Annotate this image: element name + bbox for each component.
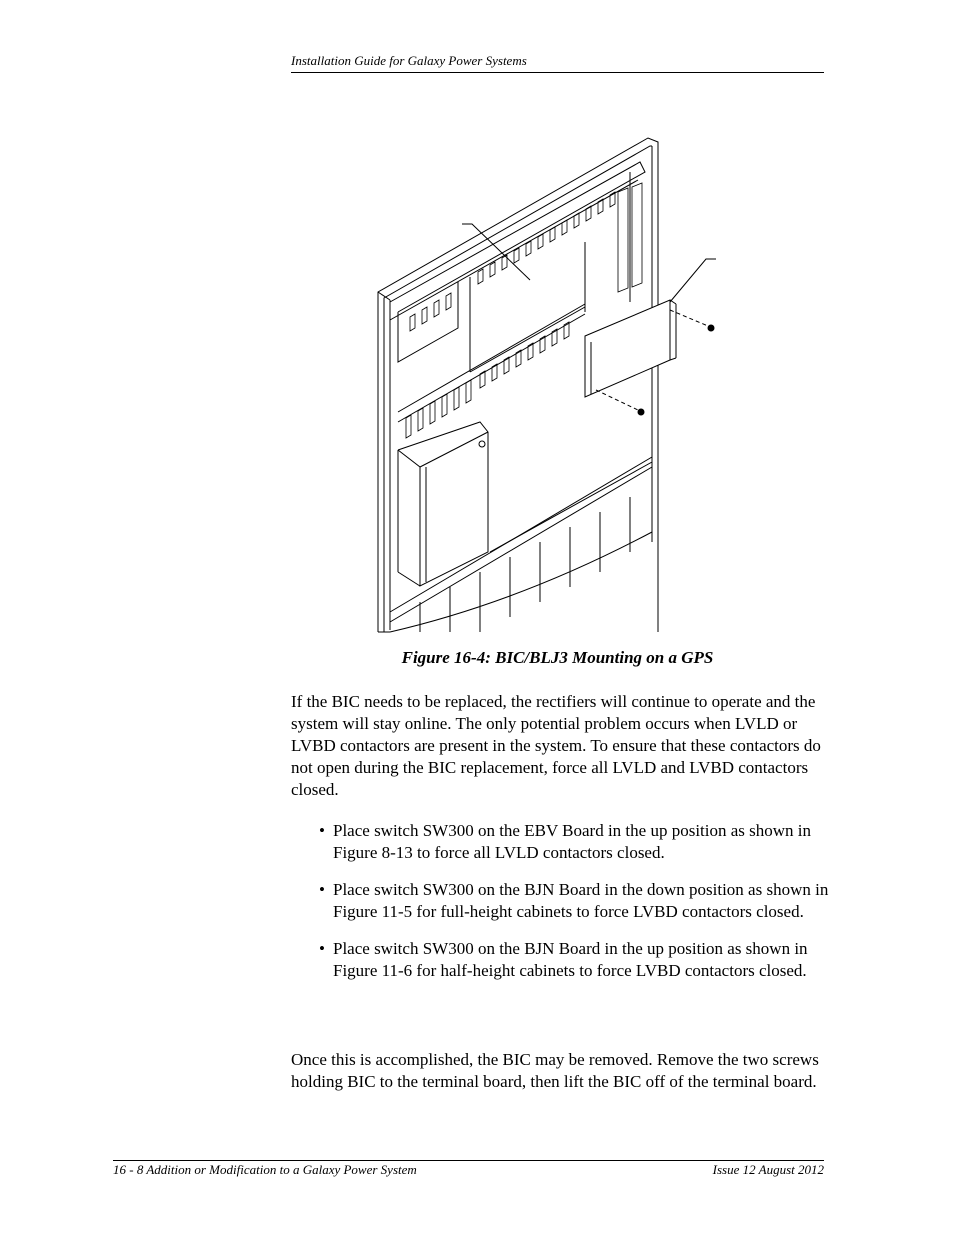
intro-paragraph: If the BIC needs to be replaced, the rectifiers will continue to operate and the system will stay online. The only potential problem occurs when LVLD or LVBD contactors are present in the system. To ensure that these contactors do not open during the BIC replacement, force all LVLD and LVBD contactors closed. [291,692,821,799]
leader-lines [462,224,716,302]
cabinet-lower [390,444,652,632]
upper-slots [410,183,642,331]
running-header: Installation Guide for Galaxy Power Systems [291,53,527,68]
footer-rule [113,1160,824,1161]
closing-paragraph: Once this is accomplished, the BIC may be removed. Remove the two screws holding BIC to the terminal board, then lift the BIC off of the terminal board. [291,1050,819,1091]
footer-issue: Issue 12 August 2012 [712,1162,824,1177]
bic-card [585,300,676,397]
list-item [291,879,831,923]
list-item [291,938,831,982]
footer-page-label: 16 - 8 Addition or Modification to a Galaxy Power System [113,1162,417,1177]
bullet-glyph: • [319,821,325,840]
list-item-text: Place switch SW300 on the EBV Board in the up position as shown in Figure 8-13 to force all LVLD contactors closed. [333,821,812,862]
list-item-text: Place switch SW300 on the BJN Board in the down position as shown in Figure 11-5 for full-height cabinets to force LVBD contactors closed. [333,880,829,921]
figure-bic-mounting [370,132,730,638]
header-rule [291,72,824,73]
instruction-list [291,820,831,997]
list-item-text: Place switch SW300 on the BJN Board in the up position as shown in Figure 11-6 for half-height cabinets to force LVBD contactors closed. [333,939,808,980]
lower-panel [398,422,488,586]
list-item [291,820,831,864]
middle-shelf [398,304,585,438]
figure-caption: Figure 16-4: BIC/BLJ3 Mounting on a GPS [401,648,714,667]
bullet-glyph: • [319,880,325,899]
bullet-glyph: • [319,939,325,958]
